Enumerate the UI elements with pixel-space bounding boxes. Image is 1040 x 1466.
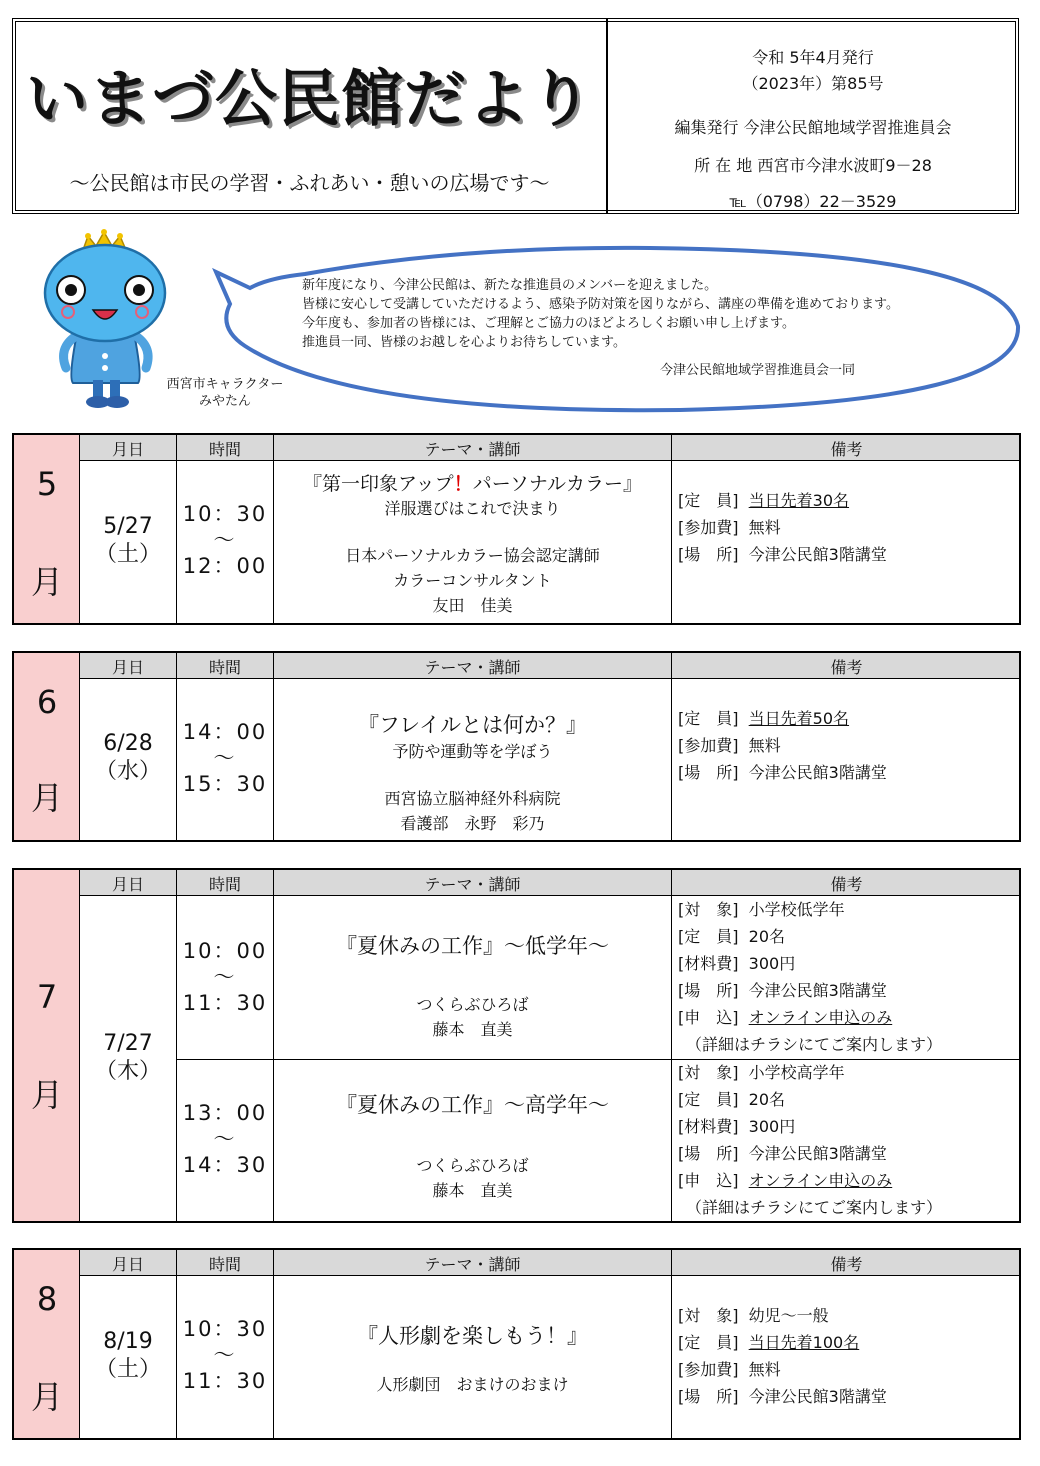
event-date bbox=[80, 1328, 176, 1384]
theme-title: 『人形劇を楽しもう！』 bbox=[357, 1324, 588, 1348]
time-start: 10：30 bbox=[182, 1317, 268, 1341]
event-table-july bbox=[12, 868, 1021, 1223]
lecturer-line: つくらぶひろば bbox=[416, 995, 529, 1014]
time-separator: ～ bbox=[213, 528, 237, 552]
lecturer-name: 人形劇団 おまけのおまけ bbox=[376, 1375, 569, 1394]
theme-subtitle: 洋服選びはこれで決まり bbox=[384, 499, 561, 518]
time-end: 11：30 bbox=[182, 991, 268, 1015]
event-theme bbox=[274, 1089, 671, 1203]
table-header bbox=[80, 435, 1019, 461]
note-capacity: [定 員] 当日先着100名 bbox=[678, 1333, 860, 1352]
month-label-may bbox=[14, 435, 80, 623]
theme-title: 『第一印象アップ！パーソナルカラー』 bbox=[303, 473, 642, 495]
time-end: 14：30 bbox=[182, 1153, 268, 1177]
event-theme bbox=[274, 930, 671, 1042]
month-number: 8 bbox=[36, 1280, 58, 1318]
note-application: [申 込] オンライン申込のみ bbox=[678, 1008, 893, 1027]
note-capacity: [定 員] 20名 bbox=[678, 927, 786, 946]
col-header-time: 時間 bbox=[208, 658, 241, 677]
note-capacity: [定 員] 当日先着30名 bbox=[678, 491, 850, 510]
note-material-fee: [材料費] 300円 bbox=[678, 1117, 796, 1136]
message-line: 新年度になり、今津公民館は、新たな推進員のメンバーを迎えました。 bbox=[302, 278, 718, 293]
publisher: 編集発行 今津公民館地域学習推進員会 bbox=[674, 118, 952, 137]
event-theme bbox=[274, 1320, 671, 1397]
header-title-box bbox=[13, 19, 608, 213]
time-separator: ～ bbox=[213, 1127, 237, 1151]
event-notes bbox=[678, 896, 942, 1058]
lecturer-line: つくらぶひろば bbox=[416, 1156, 529, 1175]
time-start: 10：00 bbox=[182, 939, 268, 963]
note-place: [場 所] 今津公民館3階講堂 bbox=[678, 1144, 887, 1163]
telephone: ℡（0798）22－3529 bbox=[729, 192, 897, 211]
note-target: [対 象] 幼児～一般 bbox=[678, 1306, 829, 1325]
event-notes bbox=[678, 1302, 887, 1410]
weekday-text: （木） bbox=[94, 1059, 161, 1084]
date-text: 5/27 bbox=[103, 514, 153, 539]
month-number: 6 bbox=[36, 683, 58, 721]
event-notes bbox=[678, 705, 887, 786]
event-time bbox=[177, 1100, 273, 1178]
note-place: [場 所] 今津公民館3階講堂 bbox=[678, 1387, 887, 1406]
date-text: 8/19 bbox=[103, 1329, 153, 1354]
message-line: 今年度も、参加者の皆様には、ご理解とご協力のほどよろしくお願い申し上げます。 bbox=[302, 316, 795, 331]
greeting-message bbox=[302, 276, 1002, 352]
date-text: 7/27 bbox=[103, 1031, 153, 1056]
col-header-notes: 備考 bbox=[830, 658, 863, 677]
note-application: [申 込] オンライン申込のみ bbox=[678, 1171, 893, 1190]
lecturer-name: 藤本 直美 bbox=[432, 1020, 513, 1039]
col-header-date: 月日 bbox=[111, 440, 144, 459]
event-notes bbox=[678, 1059, 942, 1221]
col-header-date: 月日 bbox=[111, 1255, 144, 1274]
note-capacity: [定 員] 20名 bbox=[678, 1090, 786, 1109]
character-caption-line2: みやたん bbox=[198, 394, 251, 409]
month-label-july bbox=[14, 870, 80, 1221]
col-header-notes: 備考 bbox=[830, 875, 863, 894]
event-date bbox=[80, 513, 176, 569]
event-date bbox=[80, 1030, 176, 1086]
weekday-text: （水） bbox=[94, 759, 161, 784]
col-header-notes: 備考 bbox=[830, 1255, 863, 1274]
event-time bbox=[177, 938, 273, 1016]
lecturer-name: 藤本 直美 bbox=[432, 1181, 513, 1200]
address: 所 在 地 西宮市今津水波町9－28 bbox=[694, 156, 932, 175]
lecturer-name: 看護部 永野 彩乃 bbox=[400, 814, 545, 833]
event-date bbox=[80, 730, 176, 786]
note-capacity: [定 員] 当日先着50名 bbox=[678, 709, 850, 728]
month-char: 月 bbox=[30, 1076, 63, 1114]
header-info-box bbox=[608, 19, 1018, 213]
time-separator: ～ bbox=[213, 1343, 237, 1367]
theme-title: 『夏休みの工作』～高学年～ bbox=[336, 1093, 609, 1117]
newsletter-header bbox=[12, 18, 1019, 214]
col-header-theme: テーマ・講師 bbox=[424, 658, 521, 677]
event-time bbox=[177, 501, 273, 579]
col-header-time: 時間 bbox=[208, 1255, 241, 1274]
note-place: [場 所] 今津公民館3階講堂 bbox=[678, 545, 887, 564]
note-fee: [参加費] 無料 bbox=[678, 736, 781, 755]
note-material-fee: [材料費] 300円 bbox=[678, 954, 796, 973]
time-end: 12：00 bbox=[182, 554, 268, 578]
col-header-notes: 備考 bbox=[830, 440, 863, 459]
newsletter-title: いまづ公民館だより bbox=[25, 62, 593, 135]
event-theme bbox=[274, 709, 671, 836]
theme-title: 『フレイルとは何か？』 bbox=[357, 713, 588, 737]
time-start: 14：00 bbox=[182, 720, 268, 744]
time-end: 15：30 bbox=[182, 772, 268, 796]
event-table-may bbox=[12, 433, 1021, 625]
time-separator: ～ bbox=[213, 965, 237, 989]
table-header bbox=[80, 1250, 1019, 1276]
date-text: 6/28 bbox=[103, 731, 153, 756]
lecturer-line: 西宮協立脳神経外科病院 bbox=[384, 789, 561, 808]
lecturer-name: 友田 佳美 bbox=[432, 596, 513, 615]
table-header bbox=[80, 870, 1019, 896]
note-place: [場 所] 今津公民館3階講堂 bbox=[678, 981, 887, 1000]
event-table-august bbox=[12, 1248, 1021, 1440]
message-line: 皆様に安心して受講していただけるよう、感染予防対策を図りながら、講座の準備を進めております。 bbox=[302, 297, 899, 312]
note-detail: （詳細はチラシにてご案内します） bbox=[686, 1198, 943, 1217]
character-caption-line1: 西宮市キャラクター bbox=[166, 377, 284, 392]
issue-number: （2023年）第85号 bbox=[742, 74, 884, 93]
message-line: 推進員一同、皆様のお越しを心よりお待ちしています。 bbox=[302, 335, 626, 350]
event-notes bbox=[678, 487, 887, 568]
month-char: 月 bbox=[30, 779, 63, 817]
event-time bbox=[177, 1316, 273, 1394]
note-target: [対 象] 小学校低学年 bbox=[678, 900, 845, 919]
note-place: [場 所] 今津公民館3階講堂 bbox=[678, 763, 887, 782]
theme-title: 『夏休みの工作』～低学年～ bbox=[336, 934, 609, 958]
note-fee: [参加費] 無料 bbox=[678, 1360, 781, 1379]
event-table-june bbox=[12, 651, 1021, 842]
month-char: 月 bbox=[30, 1378, 63, 1416]
event-time bbox=[177, 719, 273, 797]
time-separator: ～ bbox=[213, 746, 237, 770]
note-fee: [参加費] 無料 bbox=[678, 518, 781, 537]
time-start: 10：30 bbox=[182, 502, 268, 526]
month-label-august bbox=[14, 1250, 80, 1438]
col-header-time: 時間 bbox=[208, 875, 241, 894]
month-label-june bbox=[14, 653, 80, 840]
col-header-theme: テーマ・講師 bbox=[424, 440, 521, 459]
theme-subtitle: 予防や運動等を学ぼう bbox=[392, 742, 553, 761]
month-number: 7 bbox=[36, 978, 58, 1016]
weekday-text: （土） bbox=[94, 1357, 161, 1382]
note-detail: （詳細はチラシにてご案内します） bbox=[686, 1035, 943, 1054]
lecturer-line: カラーコンサルタント bbox=[393, 571, 552, 590]
message-signature: 今津公民館地域学習推進員会一同 bbox=[660, 363, 856, 378]
col-header-date: 月日 bbox=[111, 658, 144, 677]
col-header-time: 時間 bbox=[208, 440, 241, 459]
time-end: 11：30 bbox=[182, 1369, 268, 1393]
month-char: 月 bbox=[30, 563, 63, 601]
col-header-date: 月日 bbox=[111, 875, 144, 894]
time-start: 13：00 bbox=[182, 1101, 268, 1125]
month-number: 5 bbox=[36, 465, 58, 503]
col-header-theme: テーマ・講師 bbox=[424, 875, 521, 894]
event-theme bbox=[274, 469, 671, 618]
weekday-text: （土） bbox=[94, 542, 161, 567]
col-header-theme: テーマ・講師 bbox=[424, 1255, 521, 1274]
lecturer-line: 日本パーソナルカラー協会認定講師 bbox=[345, 546, 600, 565]
note-target: [対 象] 小学校高学年 bbox=[678, 1063, 845, 1082]
issue-date: 令和 5年4月発行 bbox=[752, 48, 874, 67]
newsletter-subtitle: ～公民館は市民の学習・ふれあい・憩いの広場です～ bbox=[69, 171, 550, 195]
table-header bbox=[80, 653, 1019, 679]
